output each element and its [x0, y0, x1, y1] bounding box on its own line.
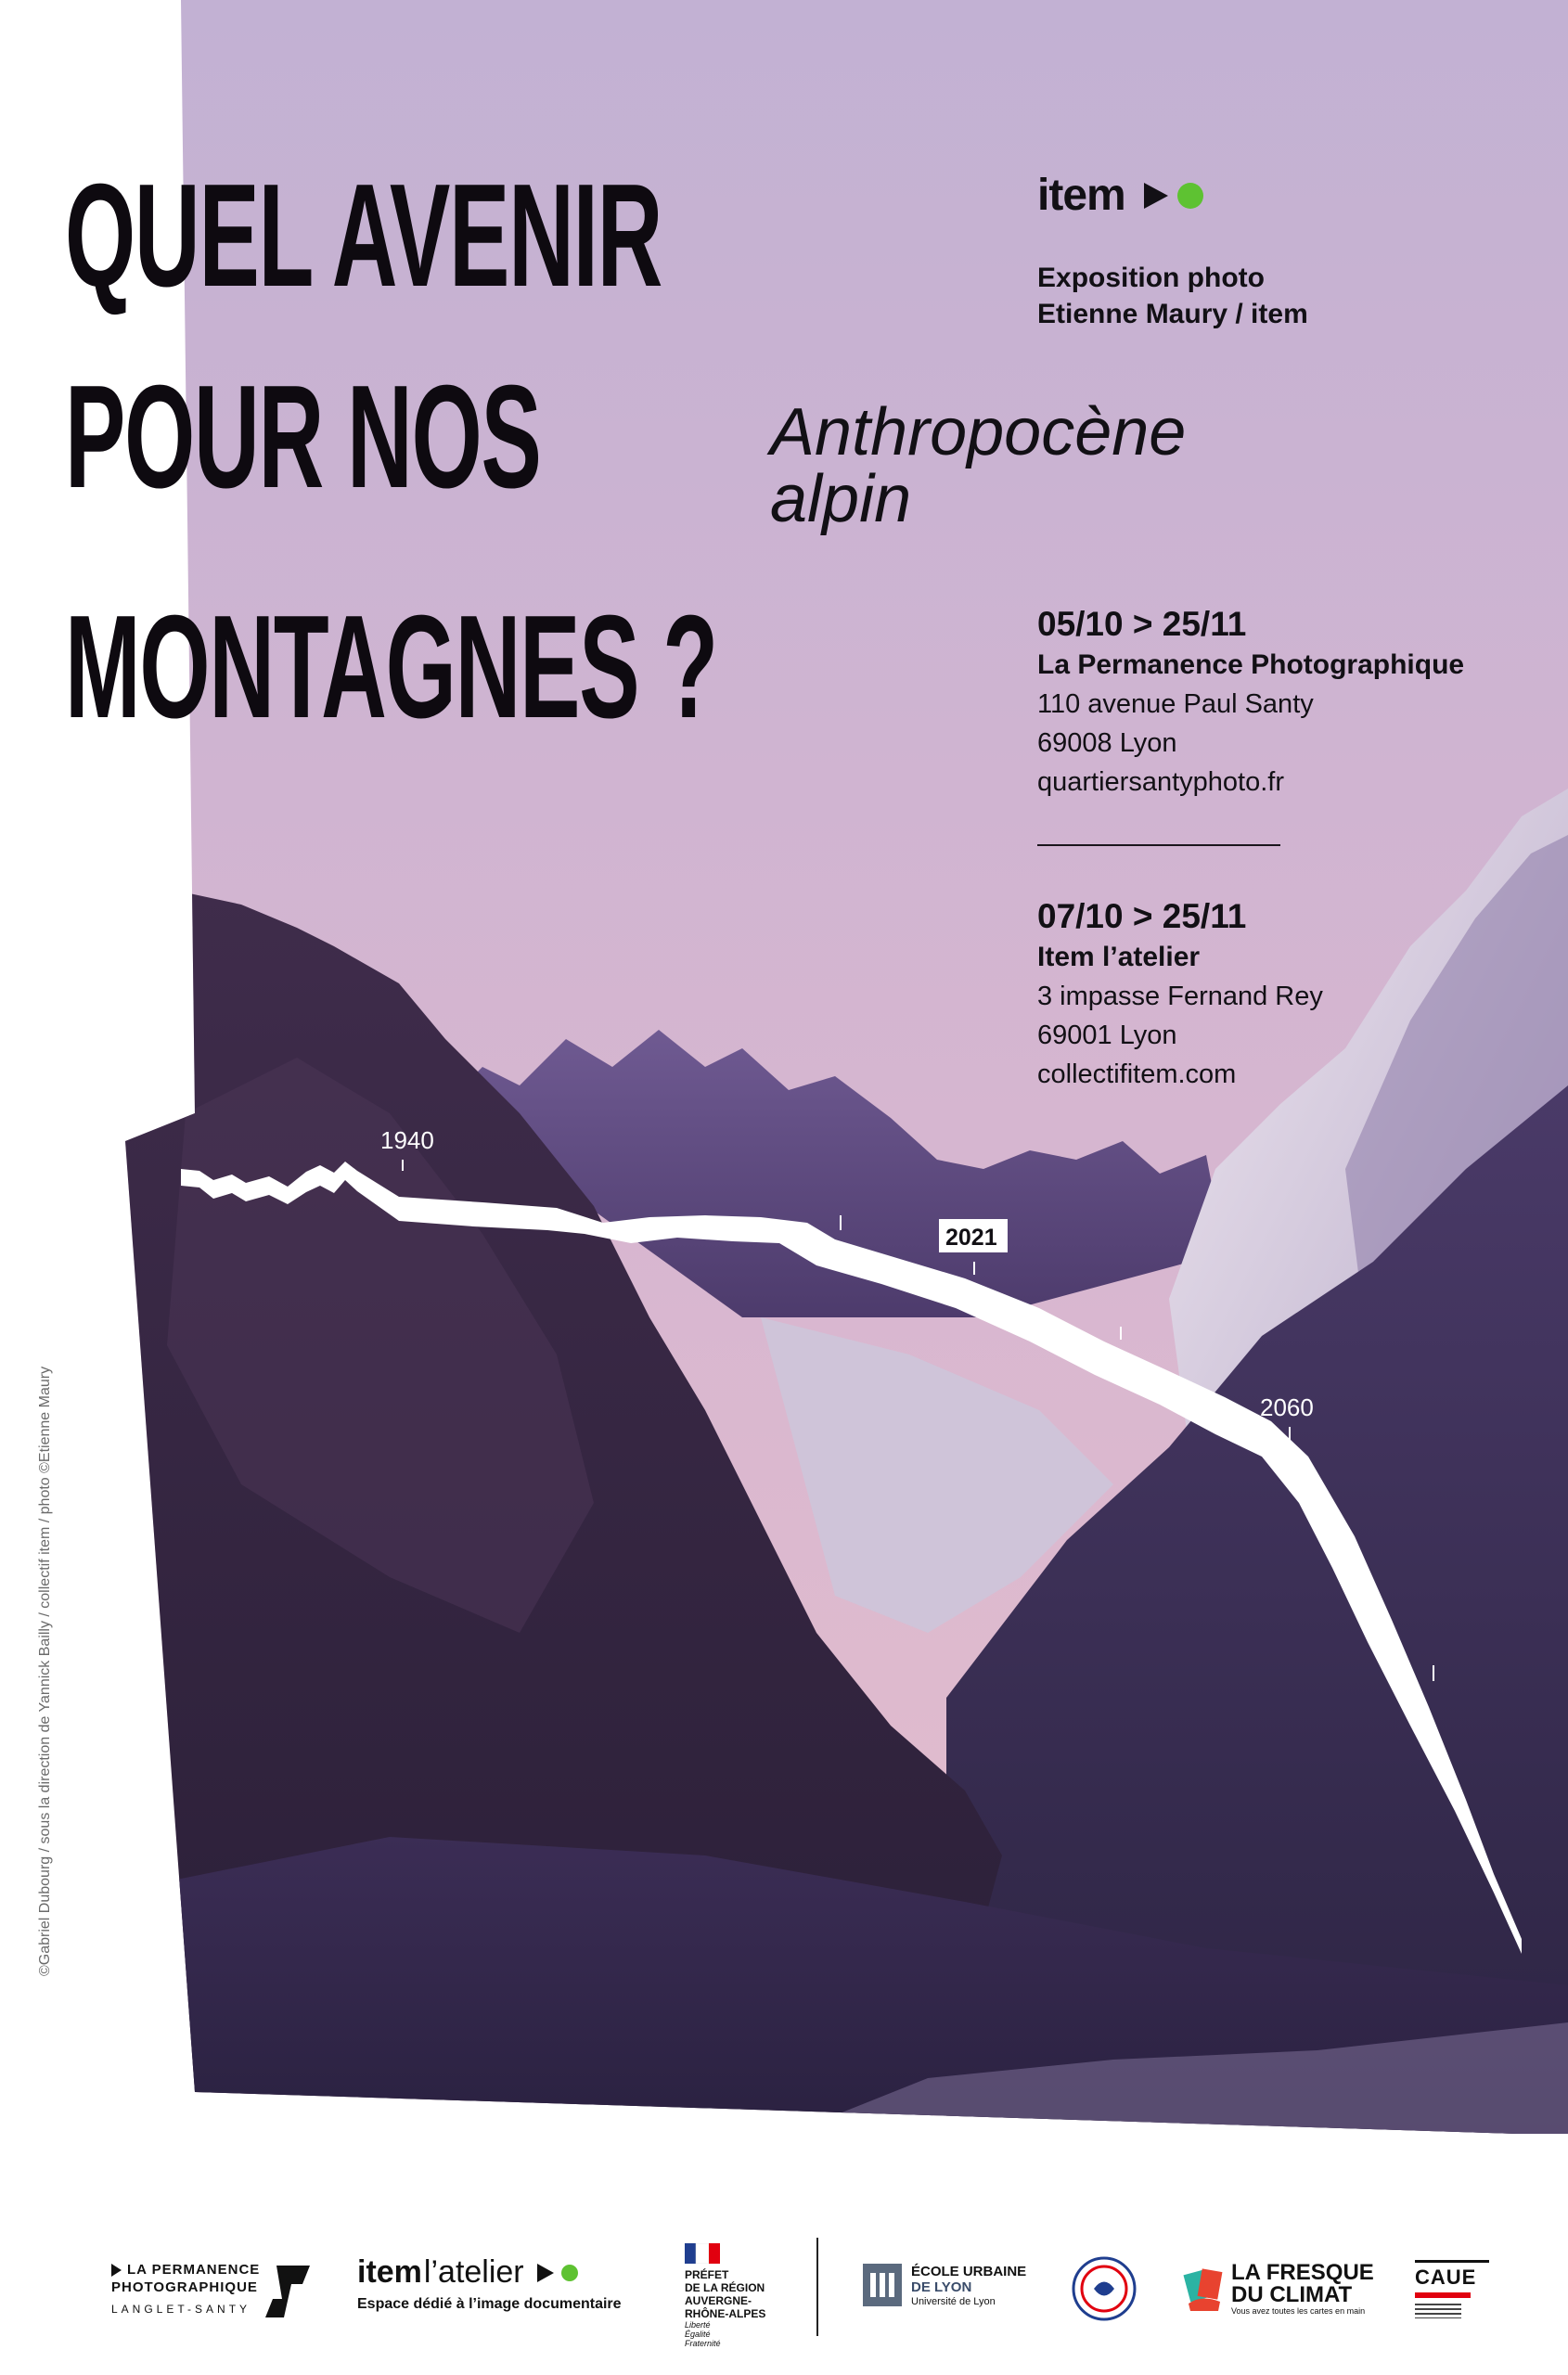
- title-line-2: POUR NOS: [65, 355, 541, 519]
- subtitle-line-2: alpin: [770, 462, 912, 536]
- fresque-line-2: DU CLIMAT: [1231, 2282, 1353, 2307]
- venue-divider: [1037, 844, 1280, 846]
- prefet-line-1: PRÉFET: [685, 2268, 729, 2281]
- subtitle-line-1: Anthropocène: [770, 395, 1187, 469]
- venue-1-website[interactable]: quartiersantyphoto.fr: [1037, 767, 1284, 797]
- ecole-line-3: Université de Lyon: [911, 2296, 996, 2307]
- atelier-brand: item: [357, 2254, 422, 2290]
- subtitle: [770, 395, 1187, 536]
- prefet-motto-3: Fraternité: [685, 2339, 721, 2348]
- permanence-mark-icon: [265, 2264, 312, 2319]
- prefet-line-2: DE LA RÉGION: [685, 2281, 765, 2294]
- caue-redbar-icon: [1415, 2292, 1471, 2298]
- fresque-tagline: Vous avez toutes les cartes en main: [1231, 2306, 1366, 2316]
- green-dot-icon: [561, 2265, 578, 2281]
- prefet-line-4: RHÔNE-ALPES: [685, 2307, 766, 2320]
- ecole-line-1: ÉCOLE URBAINE: [911, 2264, 1027, 2279]
- green-dot-icon: [1177, 183, 1203, 209]
- atelier-suffix: l’atelier: [423, 2254, 524, 2290]
- venue-2-address-1: 3 impasse Fernand Rey: [1037, 982, 1323, 1011]
- logo-prefet: [685, 2243, 765, 2348]
- brand-name: item: [1037, 171, 1125, 220]
- title-line-3: MONTAGNES ?: [65, 585, 717, 749]
- caue-text-lines-icon: [1415, 2304, 1461, 2318]
- atelier-tagline: Espace dédié à l’image documentaire: [357, 2296, 622, 2312]
- permanence-line-1: LA PERMANENCE: [127, 2262, 261, 2278]
- exposition-line-1: Exposition photo: [1037, 263, 1265, 293]
- venue-2-dates: 07/10 > 25/11: [1037, 897, 1247, 935]
- permanence-line-2: PHOTOGRAPHIQUE: [111, 2279, 258, 2295]
- venue-2: [1037, 895, 1323, 1094]
- cards-hand-icon: [1183, 2266, 1226, 2313]
- year-2060-label: 2060: [1260, 1393, 1314, 1421]
- venue-1-name: La Permanence Photographique: [1037, 649, 1465, 680]
- ecole-icon: [863, 2264, 902, 2306]
- year-2021-label: 2021: [945, 1225, 997, 1251]
- investir-avenir-logo: [1072, 2256, 1137, 2321]
- play-icon: [537, 2264, 554, 2282]
- venue-1-address-2: 69008 Lyon: [1037, 728, 1177, 758]
- logo-caue: [1415, 2260, 1489, 2318]
- footer-divider: [816, 2238, 818, 2336]
- logo-permanence: [111, 2262, 260, 2316]
- exposition-line-2: Etienne Maury / item: [1037, 299, 1308, 329]
- venue-2-name: Item l’atelier: [1037, 942, 1201, 972]
- year-1940-label: 1940: [380, 1126, 434, 1154]
- logo-item-atelier: [357, 2254, 622, 2313]
- play-icon: [1144, 183, 1168, 209]
- title-line-1: QUEL AVENIR: [65, 154, 662, 317]
- footer-logos: [0, 2227, 1568, 2375]
- ecole-line-2: DE LYON: [911, 2279, 972, 2295]
- venue-1-address-1: 110 avenue Paul Santy: [1037, 689, 1314, 719]
- logo-fresque-climat: [1183, 2262, 1374, 2317]
- marianne-icon: [685, 2243, 720, 2264]
- exposition-info: [1037, 260, 1308, 332]
- venue-2-website[interactable]: collectifitem.com: [1037, 1059, 1237, 1089]
- venue-2-address-2: 69001 Lyon: [1037, 1021, 1177, 1050]
- prefet-motto-2: Égalité: [685, 2330, 711, 2339]
- prefet-line-3: AUVERGNE-: [685, 2294, 752, 2307]
- venue-1: [1037, 603, 1464, 802]
- caue-name: CAUE: [1415, 2260, 1489, 2289]
- brand-logo: [1037, 170, 1203, 221]
- play-icon: [111, 2264, 122, 2277]
- prefet-motto-1: Liberté: [685, 2320, 711, 2330]
- photo-credit: ©Gabriel Dubourg / sous la direction de Yannick Bailly / collectif item / photo ©Etienne Maury: [37, 1366, 53, 1976]
- venue-1-dates: 05/10 > 25/11: [1037, 605, 1247, 643]
- permanence-line-3: LANGLET-SANTY: [111, 2303, 251, 2316]
- logo-ecole-urbaine: [863, 2264, 1026, 2308]
- fresque-line-1: LA FRESQUE: [1231, 2260, 1374, 2285]
